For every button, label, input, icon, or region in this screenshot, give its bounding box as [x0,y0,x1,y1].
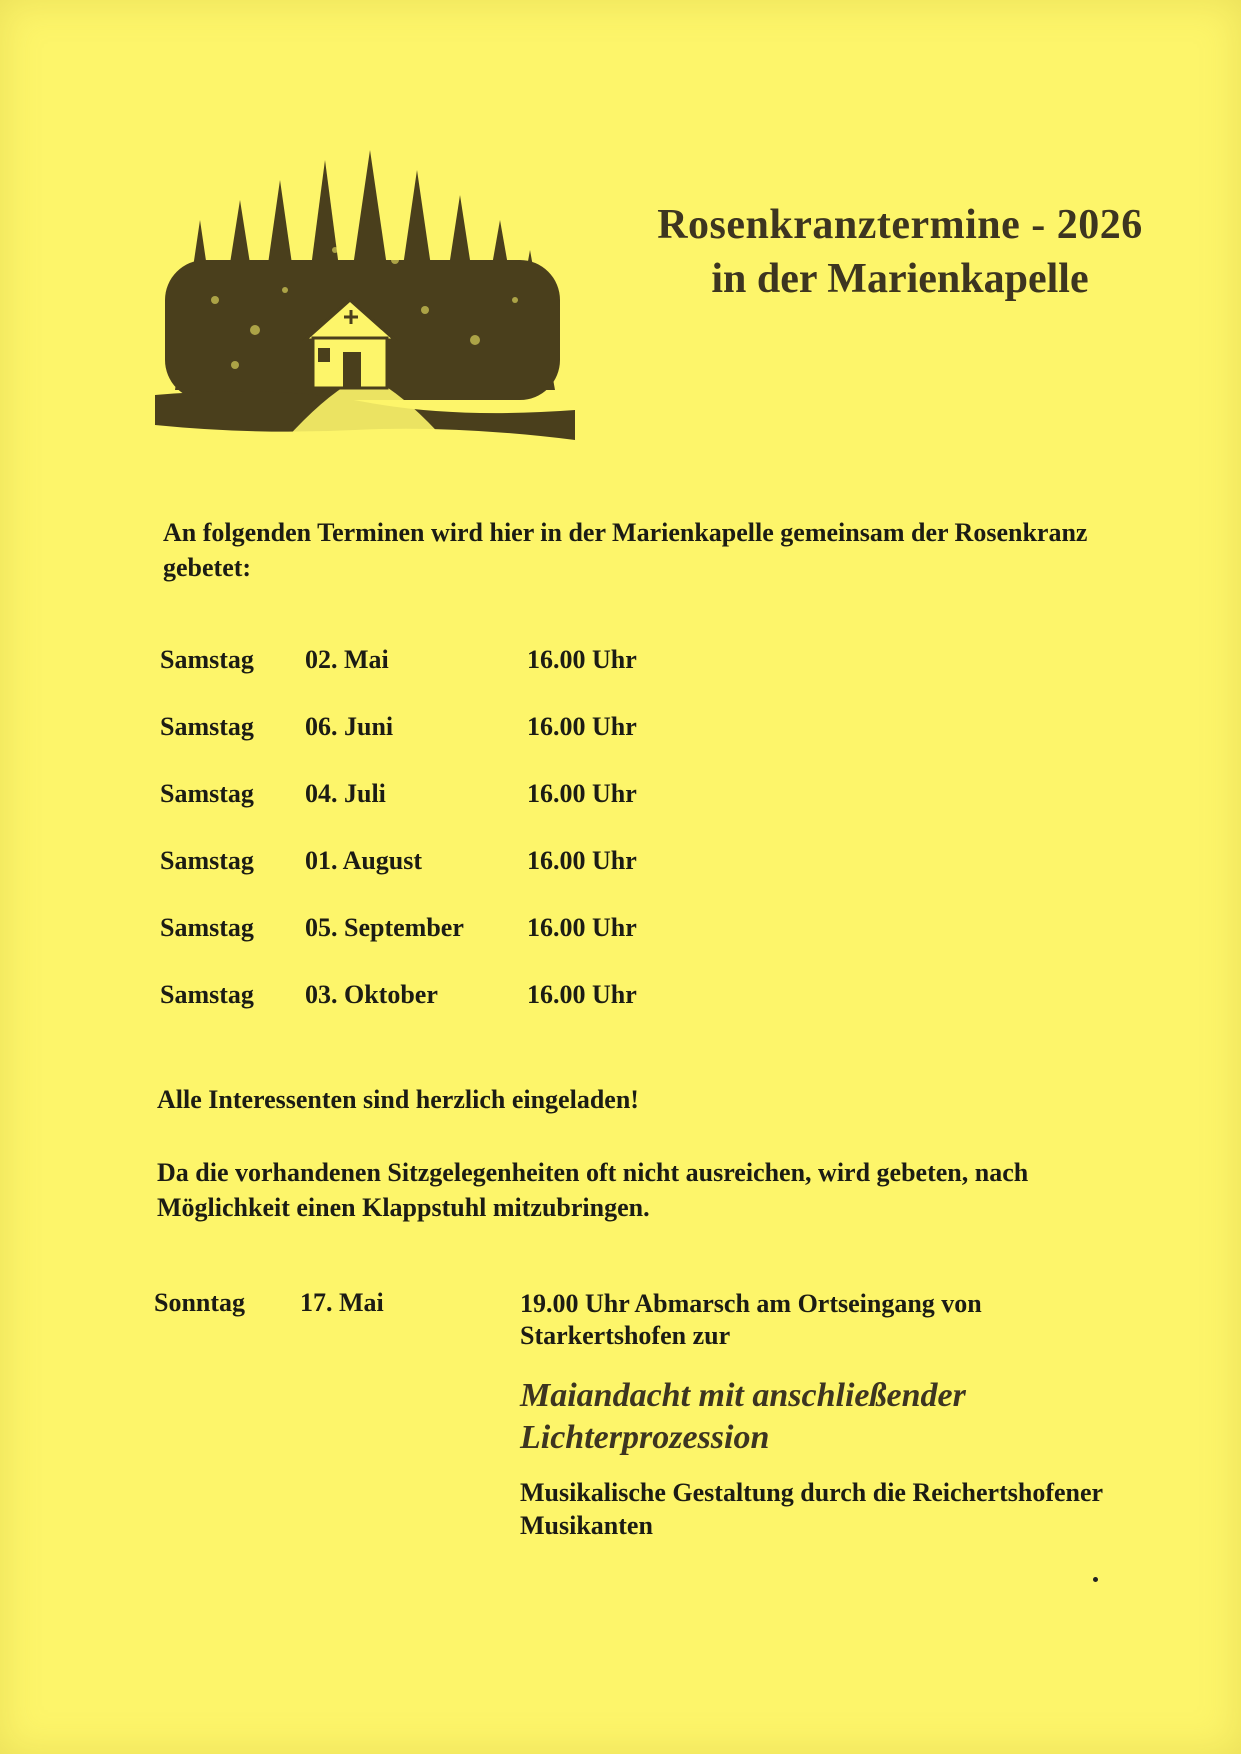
title-line-2: in der Marienkapelle [711,256,1089,302]
scan-speck [1093,1577,1098,1582]
schedule-date: 05. September [305,913,464,942]
schedule-time: 16.00 Uhr [527,913,637,942]
chapel-in-forest-illustration [155,140,575,470]
schedule-day: Samstag [160,779,254,808]
schedule-date: 03. Oktober [305,980,438,1009]
schedule-day: Samstag [160,980,254,1009]
schedule-day: Samstag [160,712,254,741]
event-day: Sonntag [154,1288,246,1317]
schedule-time: 16.00 Uhr [527,846,637,875]
invitation-text: Alle Interessenten sind herzlich eingeladen! [157,1085,639,1114]
schedule-time: 16.00 Uhr [527,645,637,674]
schedule-time: 16.00 Uhr [527,779,637,808]
schedule-date: 01. August [305,846,423,875]
schedule-day: Samstag [160,846,254,875]
folding-chair-notice: Da die vorhandenen Sitzgelegenheiten oft nicht ausreichen, wird gebeten, nach Möglichkeit einen Klappstuhl mitzubringen. [157,1158,1029,1222]
title-line-1: Rosenkranztermine - 2026 [657,202,1143,248]
intro-text: An folgenden Terminen wird hier in der Marienkapelle gemeinsam der Rosenkranz gebetet: [163,518,1088,582]
schedule-time: 16.00 Uhr [527,980,637,1009]
schedule-day: Samstag [160,913,254,942]
page-title [590,198,1210,306]
event-date: 17. Mai [300,1288,384,1317]
event-highlight-title: Maiandacht mit anschließender Lichterprozession [520,1377,966,1456]
event-music-note: Musikalische Gestaltung durch die Reichertshofener Musikanten [520,1478,1103,1540]
event-description: 19.00 Uhr Abmarsch am Ortseingang von Starkertshofen zur [520,1289,982,1350]
schedule-day: Samstag [160,645,254,674]
schedule-date: 06. Juni [305,712,394,741]
schedule-time: 16.00 Uhr [527,712,637,741]
schedule-date: 04. Juli [305,779,386,808]
schedule-date: 02. Mai [305,645,389,674]
